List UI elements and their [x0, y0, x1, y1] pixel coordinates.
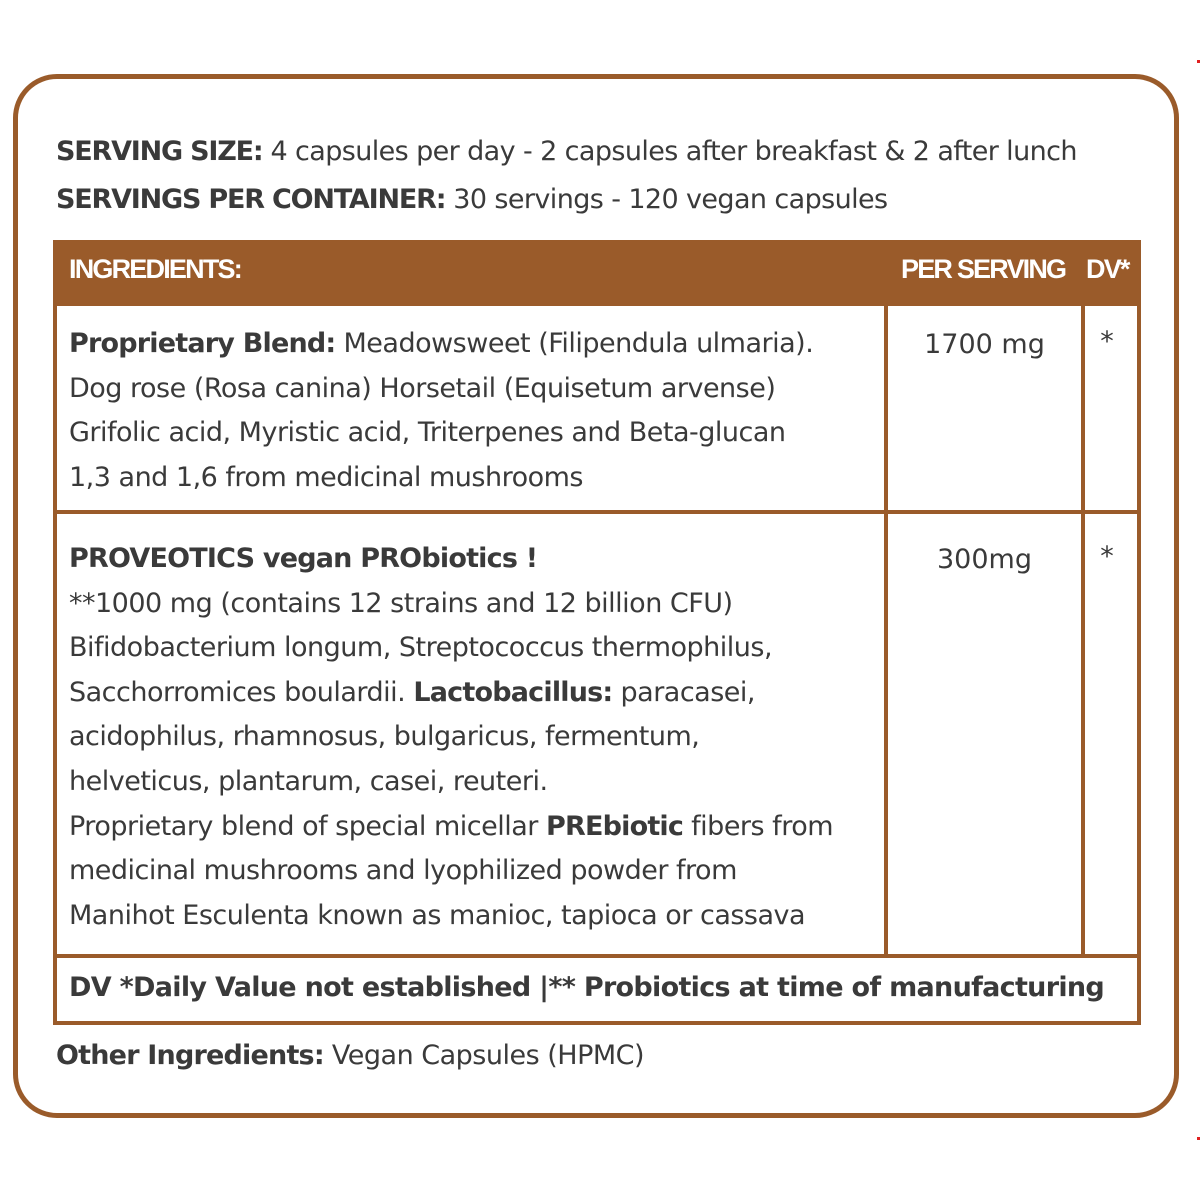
- servings-per-container-value: 30 servings - 120 vegan capsules: [445, 184, 888, 215]
- other-ingredients-label: Other Ingredients:: [56, 1040, 324, 1071]
- column-divider-1: [884, 306, 888, 954]
- row1-line2: Dog rose (Rosa canina) Horsetail (Equisetum arvense): [69, 372, 776, 404]
- row2-line5: acidophilus, rhamnosus, bulgaricus, fermentum,: [69, 721, 700, 753]
- row2-line7b: fibers from: [683, 810, 834, 842]
- serving-size-line: [56, 136, 1077, 167]
- row2-amount: 300mg: [937, 544, 1032, 575]
- serving-size-label: SERVING SIZE:: [56, 136, 263, 167]
- ingredients-table: [53, 240, 1141, 1025]
- row2-line4b: paracasei,: [612, 676, 755, 708]
- row2-line3: Bifidobacterium longum, Streptococcus thermophilus,: [69, 632, 773, 664]
- other-ingredients-line: [56, 1040, 644, 1071]
- row2-line2: **1000 mg (contains 12 strains and 12 billion CFU): [69, 587, 733, 619]
- probiotics-title: PROVEOTICS vegan PRObiotics !: [69, 543, 538, 574]
- header-dv: DV*: [1086, 254, 1129, 284]
- column-divider-2: [1081, 306, 1085, 954]
- header-per-serving: PER SERVING: [901, 254, 1066, 284]
- lactobacillus-label: Lactobacillus:: [413, 676, 613, 708]
- row1-amount: 1700 mg: [924, 329, 1045, 360]
- row2-dv: *: [1100, 541, 1114, 572]
- proprietary-blend-label: Proprietary Blend:: [69, 328, 336, 359]
- row1-dv: *: [1100, 326, 1114, 357]
- table-header: [57, 244, 1137, 306]
- table-row-probiotics: [69, 537, 833, 938]
- row2-line7a: Proprietary blend of special micellar: [69, 810, 546, 842]
- row1-line4: 1,3 and 1,6 from medicinal mushrooms: [69, 461, 583, 493]
- serving-size-value: 4 capsules per day - 2 capsules after breakfast & 2 after lunch: [262, 136, 1077, 167]
- table-row-proprietary-blend: [69, 322, 813, 500]
- row2-line6: helveticus, plantarum, casei, reuteri.: [69, 765, 548, 797]
- footnote-divider: [57, 954, 1137, 958]
- servings-per-container-label: SERVINGS PER CONTAINER:: [56, 184, 446, 215]
- row1-line1: Meadowsweet (Filipendula ulmaria).: [335, 328, 814, 359]
- row2-line8: medicinal mushrooms and lyophilized powder from: [69, 855, 737, 887]
- header-ingredients: INGREDIENTS:: [69, 254, 241, 284]
- row2-line9: Manihot Esculenta known as manioc, tapioca or cassava: [69, 899, 806, 931]
- row1-line3: Grifolic acid, Myristic acid, Triterpenes and Beta-glucan: [69, 417, 786, 449]
- other-ingredients-value: Vegan Capsules (HPMC): [323, 1040, 645, 1071]
- servings-per-container-line: [56, 184, 888, 215]
- row-divider: [57, 510, 1137, 514]
- prebiotic-label: PREbiotic: [545, 810, 684, 842]
- row2-line4a: Sacchorromices boulardii.: [69, 676, 414, 708]
- table-footnote: DV *Daily Value not established |** Probiotics at time of manufacturing: [69, 972, 1105, 1003]
